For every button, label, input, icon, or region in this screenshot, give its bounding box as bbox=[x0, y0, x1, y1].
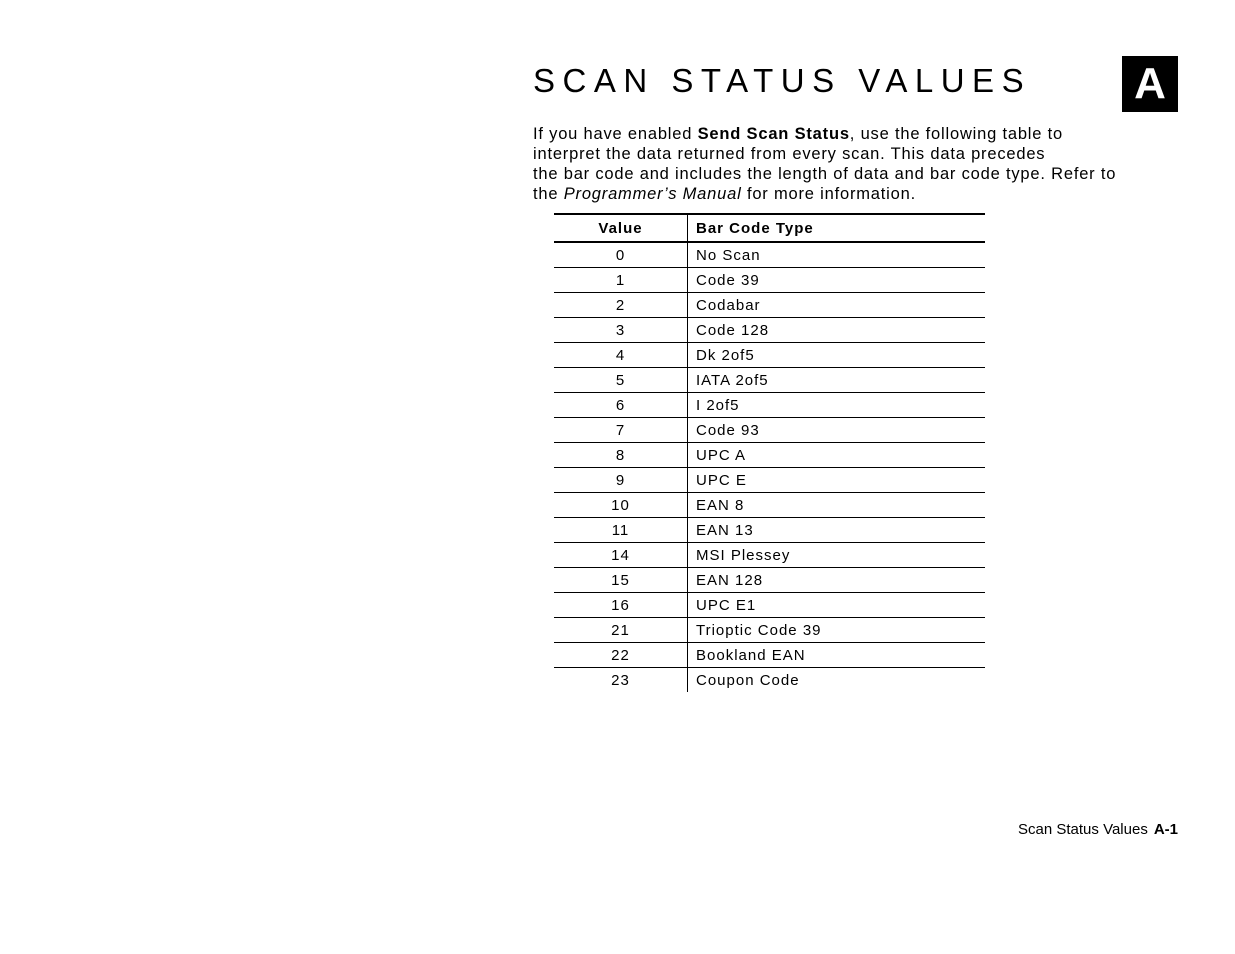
appendix-tab-badge: A bbox=[1122, 56, 1178, 112]
cell-value: 1 bbox=[554, 268, 688, 293]
cell-value: 2 bbox=[554, 293, 688, 318]
cell-bar-code-type: UPC E bbox=[688, 468, 986, 493]
table-row bbox=[554, 343, 985, 368]
table-row bbox=[554, 268, 985, 293]
header-value: Value bbox=[554, 214, 688, 242]
table-row bbox=[554, 543, 985, 568]
cell-bar-code-type: Codabar bbox=[688, 293, 986, 318]
cell-bar-code-type: EAN 8 bbox=[688, 493, 986, 518]
cell-value: 22 bbox=[554, 643, 688, 668]
cell-value: 6 bbox=[554, 393, 688, 418]
footer-page-number: A-1 bbox=[1153, 821, 1178, 838]
table-body bbox=[554, 242, 985, 692]
cell-bar-code-type: Code 39 bbox=[688, 268, 986, 293]
scan-status-table bbox=[554, 213, 985, 692]
cell-value: 11 bbox=[554, 518, 688, 543]
cell-bar-code-type: IATA 2of5 bbox=[688, 368, 986, 393]
intro-paragraph bbox=[533, 124, 1183, 204]
page-title: SCAN STATUS VALUES bbox=[533, 62, 1032, 99]
table-row bbox=[554, 418, 985, 443]
cell-value: 14 bbox=[554, 543, 688, 568]
table-row bbox=[554, 493, 985, 518]
cell-value: 8 bbox=[554, 443, 688, 468]
intro-line-4: the Programmer’s Manual for more information. bbox=[533, 185, 916, 203]
intro-line-2: interpret the data returned from every scan. This data precedes bbox=[533, 145, 1046, 163]
cell-bar-code-type: MSI Plessey bbox=[688, 543, 986, 568]
table-row bbox=[554, 443, 985, 468]
table-row bbox=[554, 568, 985, 593]
header-bar-code-type: Bar Code Type bbox=[688, 214, 986, 242]
cell-value: 0 bbox=[554, 242, 688, 268]
footer-section-name: Scan Status Values bbox=[1018, 821, 1148, 838]
table-row bbox=[554, 518, 985, 543]
intro-line-1: If you have enabled Send Scan Status, use the following table to bbox=[533, 125, 1063, 143]
cell-value: 4 bbox=[554, 343, 688, 368]
programmers-manual-reference: Programmer’s Manual bbox=[563, 185, 742, 203]
table-row bbox=[554, 618, 985, 643]
intro-line-3: the bar code and includes the length of data and bar code type. Refer to bbox=[533, 165, 1117, 183]
table-row bbox=[554, 318, 985, 343]
cell-bar-code-type: Code 128 bbox=[688, 318, 986, 343]
cell-value: 21 bbox=[554, 618, 688, 643]
cell-value: 9 bbox=[554, 468, 688, 493]
cell-value: 7 bbox=[554, 418, 688, 443]
table-row bbox=[554, 393, 985, 418]
cell-value: 5 bbox=[554, 368, 688, 393]
table-row bbox=[554, 593, 985, 618]
table-row bbox=[554, 368, 985, 393]
cell-bar-code-type: Bookland EAN bbox=[688, 643, 986, 668]
cell-bar-code-type: UPC A bbox=[688, 443, 986, 468]
cell-bar-code-type: I 2of5 bbox=[688, 393, 986, 418]
cell-value: 10 bbox=[554, 493, 688, 518]
cell-bar-code-type: EAN 13 bbox=[688, 518, 986, 543]
cell-bar-code-type: Code 93 bbox=[688, 418, 986, 443]
cell-value: 23 bbox=[554, 668, 688, 693]
cell-bar-code-type: Coupon Code bbox=[696, 671, 800, 689]
cell-bar-code-type: UPC E1 bbox=[688, 593, 986, 618]
table-row bbox=[554, 242, 985, 268]
table-row bbox=[554, 293, 985, 318]
page-footer bbox=[1018, 821, 1178, 838]
table-row bbox=[554, 668, 985, 693]
cell-value: 3 bbox=[554, 318, 688, 343]
cell-bar-code-type: EAN 128 bbox=[688, 568, 986, 593]
table-row bbox=[554, 643, 985, 668]
table-row bbox=[554, 468, 985, 493]
cell-value: 15 bbox=[554, 568, 688, 593]
cell-bar-code-type: Trioptic Code 39 bbox=[688, 618, 986, 643]
table-header-row bbox=[554, 214, 985, 242]
send-scan-status-term: Send Scan Status bbox=[697, 125, 850, 143]
cell-value: 16 bbox=[554, 593, 688, 618]
cell-bar-code-type: No Scan bbox=[688, 242, 986, 268]
cell-bar-code-type: Dk 2of5 bbox=[688, 343, 986, 368]
